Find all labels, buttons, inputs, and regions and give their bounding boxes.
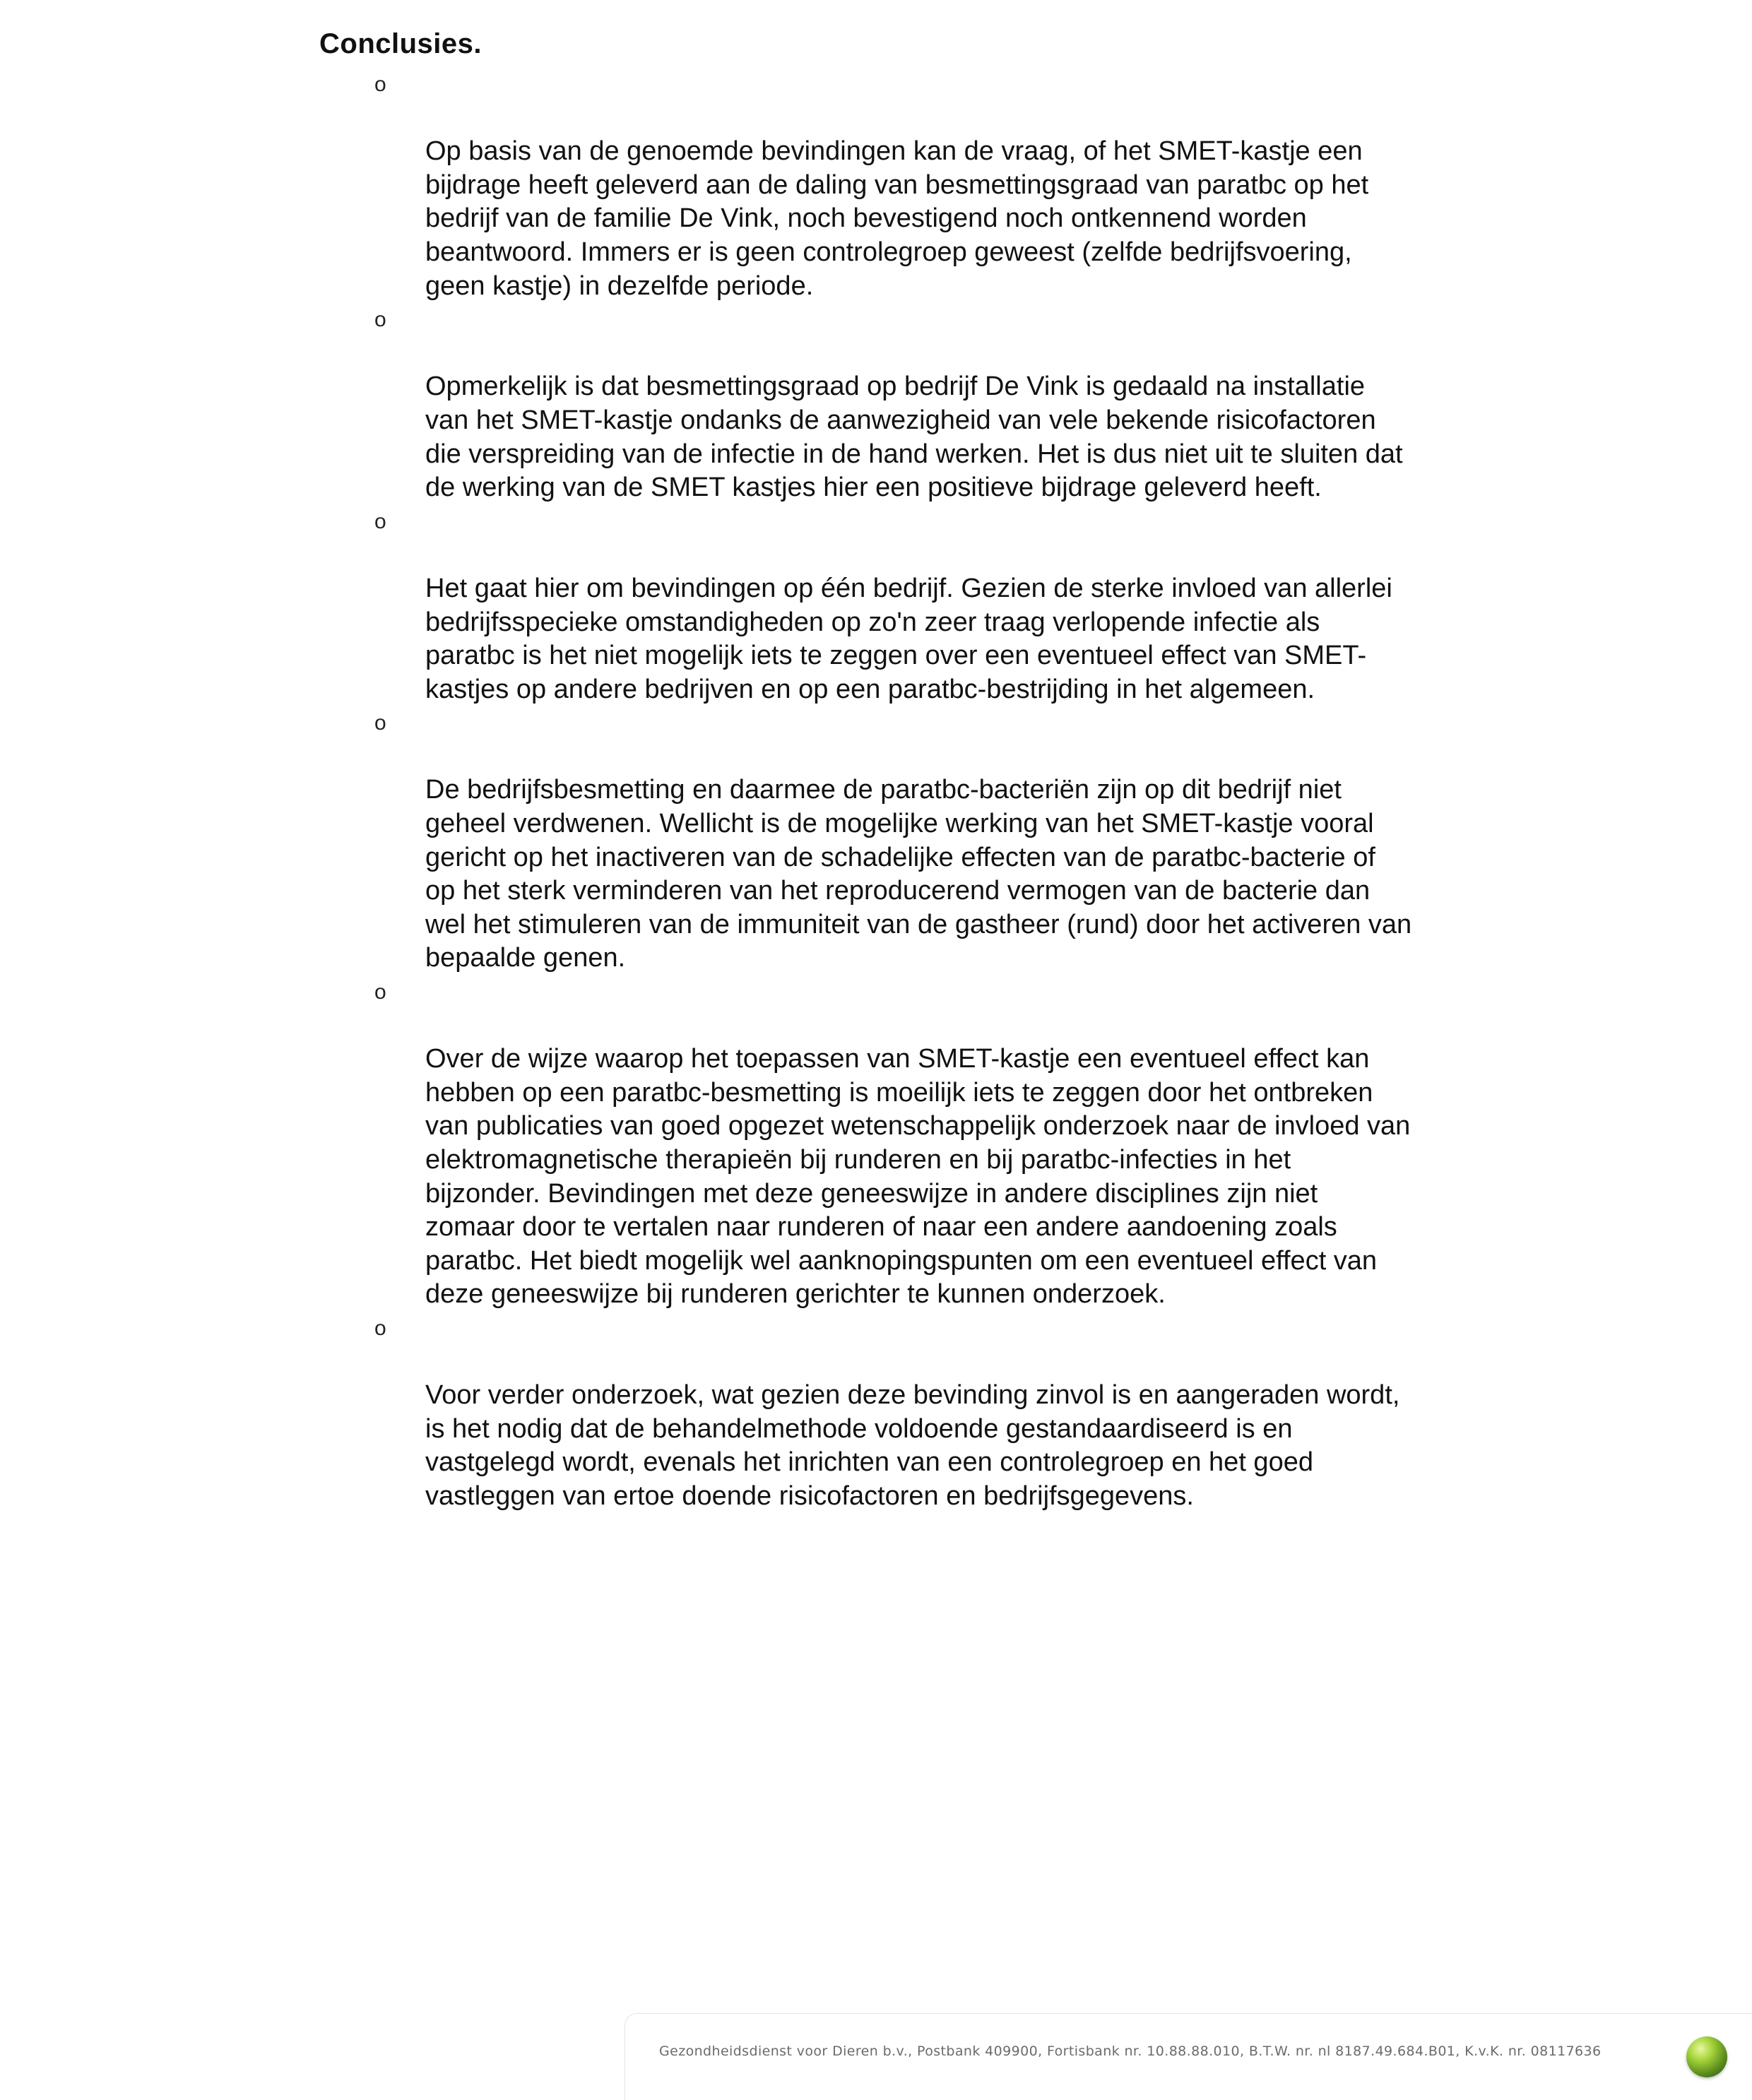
list-item [367, 1312, 1526, 1514]
conclusion-text: Over de wijze waarop het toepassen van SMET-kastje een eventueel effect kan hebben op een paratbc-besmetting is moeilijk iets te zeggen door het ontbreken van publicaties van goed opgezet wetenschappelijk onderzoek naar de invloed van elektromagnetische therapieën bij runderen en bij paratbc-infecties in het bijzonder. Bevindingen met deze geneeswijze in andere disciplines zijn niet zomaar door te vertalen naar runderen of naar een andere aandoening zoals paratbc. Het biedt mogelijk wel aanknopingspunten om een eventueel effect van deze geneeswijze bij runderen gerichter te kunnen onderzoek. [425, 1044, 1411, 1310]
conclusion-text: Op basis van de genoemde bevindingen kan de vraag, of het SMET-kastje een bijdrage heeft geleverd aan de daling van besmettingsgraad van paratbc op het bedrijf van de familie De Vink, noch bevestigend noch ontkennend worden beantwoord. Immers er is geen controlegroep geweest (zelfde bedrijfsvoering, geen kastje) in dezelfde periode. [425, 136, 1369, 301]
list-item [367, 706, 1526, 975]
list-item [367, 68, 1526, 303]
hollow-bullet-icon: o [374, 1316, 386, 1340]
footer-company-details: Gezondheidsdienst voor Dieren b.v., Postbank 409900, Fortisbank nr. 10.88.88.010, B.T.W. nr. nl 8187.49.684.B01, K.v.K. nr. 08117636 [659, 2043, 1602, 2059]
conclusion-text: Het gaat hier om bevindingen op één bedrijf. Gezien de sterke invloed van allerlei bedrijfsspecieke omstandigheden op zo'n zeer traag verlopende infectie als paratbc is het niet mogelijk iets te zeggen over een eventueel effect van SMET- kastjes op andere bedrijven en op een paratbc-bestrijding in het algemeen. [425, 573, 1392, 704]
hollow-bullet-icon: o [374, 308, 386, 332]
company-footer [625, 2013, 1752, 2100]
list-item [367, 303, 1526, 505]
hollow-bullet-icon: o [374, 980, 386, 1004]
conclusion-text: Voor verder onderzoek, wat gezien deze bevinding zinvol is en aangeraden wordt, is het nodig dat de behandelmethode voldoende gestandaardiseerd is en vastgelegd wordt, evenals het inrichten van een controlegroep en het goed vastleggen van ertoe doende risicofactoren en bedrijfsgegevens. [425, 1380, 1400, 1511]
page-heading: Conclusies. [319, 28, 483, 59]
conclusion-text: Opmerkelijk is dat besmettingsgraad op bedrijf De Vink is gedaald na installatie van het SMET-kastje ondanks de aanwezigheid van vele bekende risicofactoren die verspreiding van de infectie in de hand werken. Het is dus niet uit te sluiten dat de werking van de SMET kastjes hier een positieve bijdrage geleverd heeft. [425, 372, 1403, 503]
list-item [367, 975, 1526, 1312]
hollow-bullet-icon: o [374, 711, 386, 735]
hollow-bullet-icon: o [374, 73, 386, 96]
hollow-bullet-icon: o [374, 509, 386, 533]
conclusion-text: De bedrijfsbesmetting en daarmee de paratbc-bacteriën zijn op dit bedrijf niet geheel verdwenen. Wellicht is de mogelijke werking van het SMET-kastje vooral gericht op het inactiveren van de schadelijke effecten van de paratbc-bacterie of op het sterk verminderen van het reproducerend vermogen van de bacterie dan wel het stimuleren van de immuniteit van de gastheer (rund) door het activeren van bepaalde genen. [425, 775, 1412, 973]
conclusions-list [367, 68, 1526, 1514]
list-item [367, 505, 1526, 707]
green-globe-icon [1686, 2036, 1727, 2077]
